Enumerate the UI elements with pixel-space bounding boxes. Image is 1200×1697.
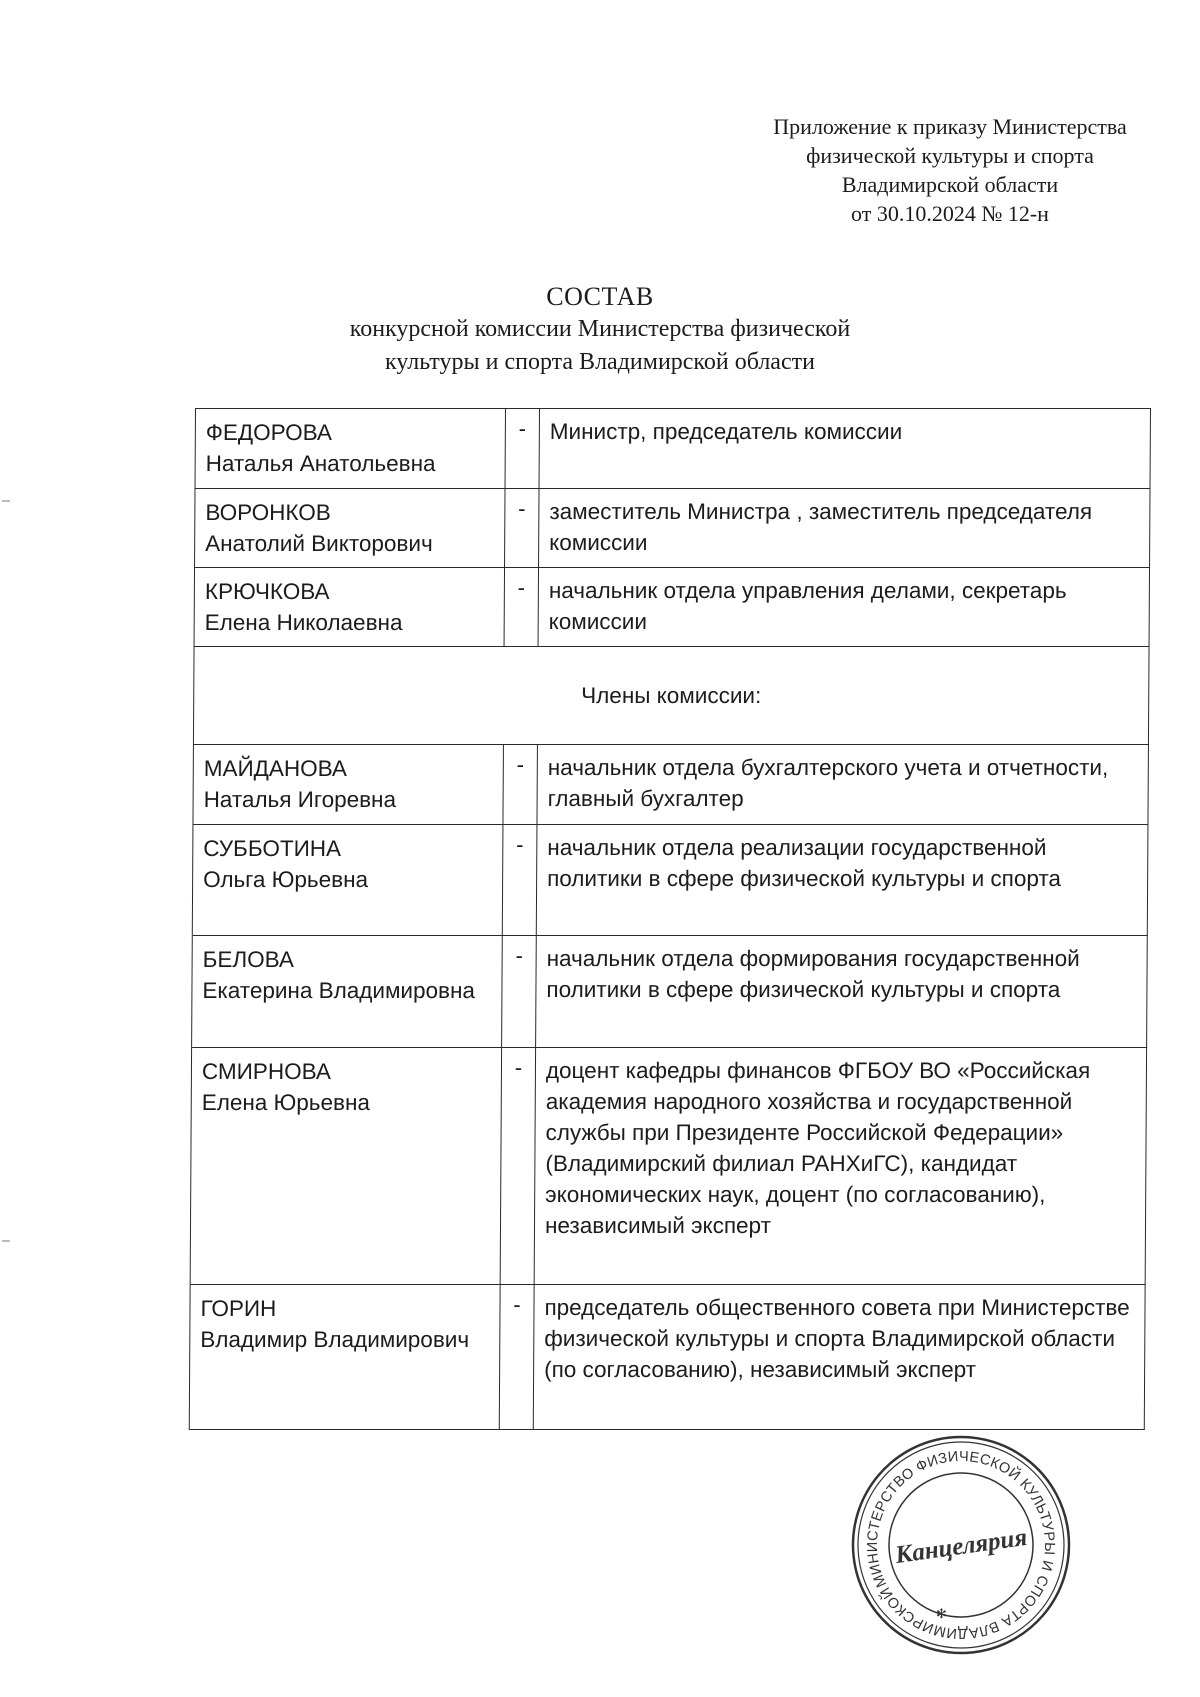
member-name-cell: [191, 1048, 502, 1284]
dash-cell: -: [506, 409, 540, 488]
table-row: [191, 1048, 1147, 1285]
member-given-names: Екатерина Владимировна: [202, 978, 476, 1003]
table-row: [190, 1285, 1146, 1430]
document-title: [300, 280, 900, 379]
title-subline: культуры и спорта Владимирской области: [385, 349, 815, 375]
table-row: [195, 568, 1150, 647]
table-row: [196, 409, 1151, 489]
member-surname: СУББОТИНА: [203, 836, 342, 861]
member-surname: БЕЛОВА: [202, 947, 295, 972]
member-role: начальник отдела формирования государственной политики в сфере физической культуры и спорта: [546, 946, 1080, 1002]
member-name-cell: [193, 825, 504, 935]
member-surname: КРЮЧКОВА: [204, 579, 330, 604]
member-surname: ГОРИН: [200, 1296, 277, 1321]
dash-cell: -: [503, 745, 537, 824]
member-role: Министр, председатель комиссии: [549, 419, 903, 444]
office-stamp: [848, 1432, 1074, 1658]
member-role: начальник отдела реализации государственной политики в сфере физической культуры и спорта: [547, 835, 1062, 891]
member-surname: ВОРОНКОВ: [205, 500, 331, 525]
member-given-names: Анатолий Викторович: [205, 531, 433, 556]
member-given-names: Елена Юрьевна: [201, 1090, 371, 1115]
member-role: заместитель Министра , заместитель председателя комиссии: [549, 499, 1093, 555]
title-main: СОСТАВ: [546, 282, 654, 311]
members-heading-row: [194, 647, 1150, 745]
stamp-ring-text: МИНИСТЕРСТВО ФИЗИЧЕСКОЙ КУЛЬТУРЫ И СПОРТА ВЛАДИМИРСКОЙ: [864, 1448, 1058, 1642]
table-row: [193, 825, 1149, 936]
appendix-line: Приложение к приказу Министерства: [773, 114, 1127, 139]
scan-mark: [2, 500, 10, 502]
table-row: [195, 489, 1150, 568]
appendix-line: физической культуры и спорта: [806, 143, 1094, 168]
member-given-names: Наталья Игоревна: [203, 787, 397, 812]
member-role: доцент кафедры финансов ФГБОУ ВО «Российская академия народного хозяйства и государственной службы при Президенте Российской Федерации» (Владимирский филиал РАНХиГС), кандидат экономических наук, доцент (по согласованию), независимый эксперт: [544, 1058, 1091, 1238]
member-role: председатель общественного совета при Министерстве физической культуры и спорта Владимирской области (по согласованию), независимый эксперт: [544, 1295, 1130, 1382]
member-role: начальник отдела бухгалтерского учета и отчетности, главный бухгалтер: [547, 755, 1109, 811]
appendix-line: Владимирской области: [841, 172, 1059, 197]
commission-table: [189, 408, 1151, 1430]
member-name-cell: [192, 936, 503, 1047]
members-heading: Члены комиссии:: [581, 682, 762, 708]
member-name-cell: [193, 745, 503, 824]
member-given-names: Ольга Юрьевна: [203, 867, 369, 892]
member-given-names: Елена Николаевна: [204, 610, 403, 635]
dash-cell: -: [503, 825, 538, 935]
scan-mark: [2, 1240, 10, 1242]
table-row: [192, 936, 1148, 1048]
member-surname: МАЙДАНОВА: [203, 756, 348, 781]
title-subline: конкурсной комиссии Министерства физической: [349, 316, 851, 342]
member-surname: СМИРНОВА: [201, 1059, 331, 1084]
member-name-cell: [190, 1285, 501, 1429]
appendix-header: [740, 112, 1160, 228]
appendix-date: от 30.10.2024 № 12-н: [851, 201, 1049, 226]
member-surname: ФЕДОРОВА: [205, 420, 333, 445]
table-row: [193, 745, 1148, 825]
member-role: начальник отдела управления делами, секретарь комиссии: [548, 578, 1067, 634]
member-name-cell: [195, 568, 505, 646]
member-given-names: Наталья Анатольевна: [205, 451, 436, 476]
stamp-star-icon: ✻: [936, 1607, 947, 1622]
member-name-cell: [195, 489, 505, 567]
member-name-cell: [196, 409, 506, 488]
dash-cell: -: [505, 568, 539, 646]
dash-cell: -: [502, 936, 537, 1047]
dash-cell: -: [501, 1048, 536, 1284]
dash-cell: -: [500, 1285, 535, 1429]
dash-cell: -: [505, 489, 539, 567]
stamp-center-text: Канцелярия: [893, 1523, 1029, 1570]
member-given-names: Владимир Владимирович: [200, 1327, 470, 1352]
